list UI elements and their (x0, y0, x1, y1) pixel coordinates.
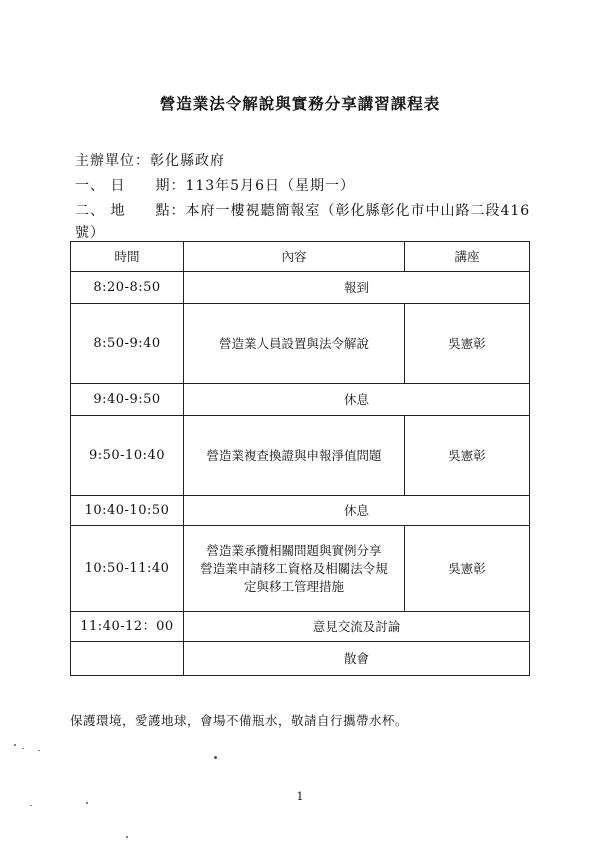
row-content-line: 營造業申請移工資格及相關法令規 (200, 560, 388, 576)
organizer-label: 主辦單位： (75, 153, 150, 169)
scan-speck (14, 744, 16, 746)
location-line (75, 200, 535, 244)
location-value-continued: 號） (75, 225, 105, 241)
row-content (184, 416, 405, 496)
row-content (184, 496, 530, 526)
row-content-line: 報到 (343, 279, 369, 295)
schedule-body (71, 242, 530, 676)
table-header-row (71, 242, 530, 272)
row-time: 8:20-8:50 (71, 272, 184, 304)
row-time: 9:50-10:40 (71, 416, 184, 496)
schedule-table (70, 241, 530, 676)
location-value: 本府一樓視聽簡報室（彰化縣彰化市中山路二段416 (185, 203, 531, 219)
row-speaker: 吳憲彰 (405, 416, 530, 496)
row-content-line: 意見交流及討論 (312, 618, 401, 634)
scan-speck (38, 750, 40, 751)
footer-note: 保護環境，愛護地球，會場不備瓶水，敬請自行攜帶水杯。 (70, 713, 409, 728)
table-row (71, 304, 530, 384)
table-row (71, 526, 530, 612)
row-content-line: 散會 (343, 650, 369, 666)
organizer-line (75, 150, 225, 170)
row-content (184, 384, 530, 416)
row-content-line: 營造業人員設置與法令解說 (218, 335, 369, 351)
row-content-line: 營造業承攬相關問題與實例分享 (206, 542, 382, 558)
row-speaker: 吳憲彰 (405, 526, 530, 612)
header-time: 時間 (71, 242, 184, 272)
location-label: 二、 地 點： (75, 203, 186, 219)
table-row (71, 496, 530, 526)
scan-speck (22, 748, 24, 749)
row-content (184, 642, 530, 676)
row-time: 9:40-9:50 (71, 384, 184, 416)
table-row (71, 384, 530, 416)
row-content-line: 定與移工管理措施 (243, 578, 344, 594)
row-content (184, 304, 405, 384)
row-time: 10:40-10:50 (71, 496, 184, 526)
row-time: 10:50-11:40 (71, 526, 184, 612)
date-line (75, 175, 355, 195)
row-content-line: 休息 (343, 502, 369, 518)
scan-speck (126, 836, 128, 838)
row-content (184, 526, 405, 612)
row-time (71, 642, 184, 676)
table-row (71, 272, 530, 304)
table-row (71, 416, 530, 496)
scan-speck (86, 802, 88, 804)
row-content-line: 營造業複查換證與申報淨值問題 (206, 447, 382, 463)
scan-speck (30, 805, 32, 806)
date-value: 113年5月6日（星期一） (185, 178, 355, 194)
row-time: 8:50-9:40 (71, 304, 184, 384)
document-title: 營造業法令解說與實務分享講習課程表 (159, 94, 441, 113)
header-content: 內容 (184, 242, 405, 272)
table-row (71, 612, 530, 642)
table-row (71, 642, 530, 676)
scan-speck (214, 756, 217, 759)
date-label: 一、 日 期： (75, 178, 186, 194)
row-content (184, 612, 530, 642)
row-time: 11:40-12：00 (71, 612, 184, 642)
organizer-value: 彰化縣政府 (150, 153, 225, 169)
row-speaker: 吳憲彰 (405, 304, 530, 384)
page-number: 1 (296, 790, 304, 803)
header-speaker: 講座 (405, 242, 530, 272)
row-content-line: 休息 (343, 391, 369, 407)
row-content (184, 272, 530, 304)
